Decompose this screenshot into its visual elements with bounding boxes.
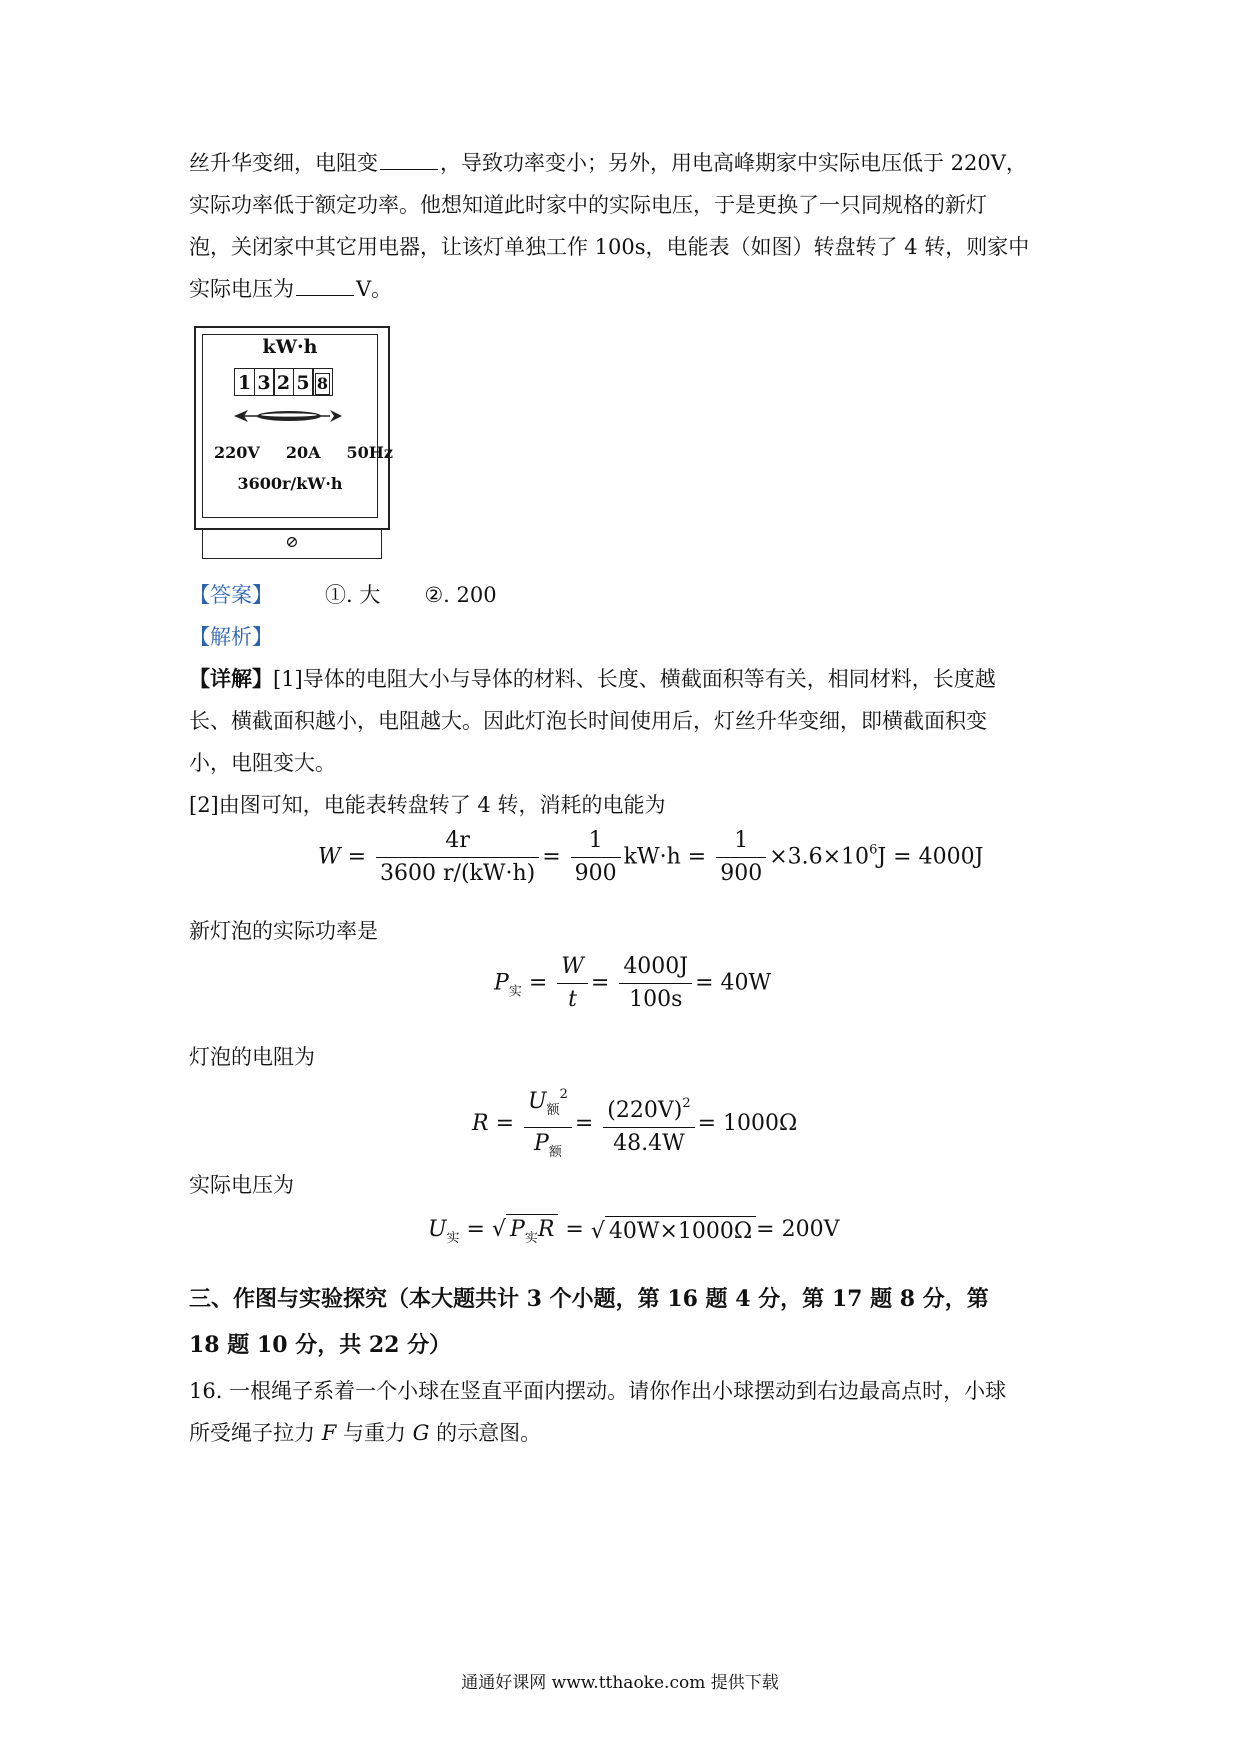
meter-digit-decimal: [312, 368, 333, 396]
fraction: [619, 954, 692, 1013]
numerator: 1: [716, 828, 766, 858]
radicand: 40W×1000Ω: [605, 1216, 756, 1244]
variable-g: G: [412, 1421, 430, 1445]
meter-digit: 1: [234, 368, 255, 396]
meter-current: 20A: [285, 443, 321, 462]
power-intro: 新灯泡的实际功率是: [189, 919, 378, 943]
numerator: W: [557, 954, 588, 984]
meter-frequency: 50Hz: [346, 443, 393, 462]
energy-meter-figure: [194, 326, 393, 562]
subscript: 额: [548, 1145, 562, 1160]
question16-line-2: [189, 1418, 541, 1448]
paragraph-line-2: 实际功率低于额定功率。他想知道此时家中的实际电压，于是更换了一只同规格的新灯: [189, 193, 987, 217]
question16-line-1: 16. 一根绳子系着一个小球在竖直平面内摆动。请你作出小球摆动到右边最高点时，小球: [189, 1379, 1007, 1403]
formula-text: (220V): [607, 1098, 683, 1123]
section-heading-line-2: 18 题 10 分，共 22 分）: [189, 1332, 452, 1358]
subscript: 实: [524, 1231, 538, 1246]
paragraph-line-3: 泡，关闭家中其它用电器，让该灯单独工作 100s，电能表（如图）转盘转了 4 转，则家中: [189, 235, 1030, 259]
numerator: 4r: [376, 828, 539, 858]
formula-symbol: U: [528, 1089, 547, 1114]
meter-digit: 5: [293, 368, 314, 396]
formula-result: = 40W: [695, 970, 772, 996]
subscript: 实: [508, 984, 522, 1000]
text-segment: 所受绳子拉力: [189, 1421, 322, 1445]
voltage-intro: 实际电压为: [189, 1173, 294, 1197]
formula-power: $P_实$ = $\frac{W}{t}$ = $\frac{4000J}{100s}$ = 40W: [494, 954, 772, 1012]
formula-result: = 1000Ω: [697, 1111, 798, 1136]
meter-unit-label: kW·h: [262, 336, 318, 358]
variable-f: F: [321, 1421, 337, 1445]
denominator: 900: [720, 861, 763, 886]
formula-result: = 200V: [756, 1217, 840, 1242]
formula-voltage: $U_实$ = √ $P_实R$ = √ 40W×1000Ω = 200V: [428, 1214, 839, 1246]
detail-label: 【详解】: [189, 666, 273, 691]
subscript: 额: [546, 1103, 560, 1118]
text-segment: ，导致功率变小；另外，用电高峰期家中实际电压低于 220V，: [440, 151, 1027, 175]
denominator: t: [568, 987, 577, 1012]
section-heading-line-1: 三、作图与实验探究（本大题共计 3 个小题，第 16 题 4 分，第 17 题 8 分，第: [189, 1286, 989, 1312]
formula-symbol: R: [537, 1217, 555, 1242]
formula-symbol: P: [494, 970, 509, 996]
meter-digit: 2: [273, 368, 294, 396]
answer-item-2: ②. 200: [424, 583, 497, 607]
text-segment: 的示意图。: [429, 1421, 542, 1445]
detail-line-3: 小，电阻变大。: [189, 751, 336, 775]
exponent: 2: [682, 1096, 691, 1111]
exponent: 2: [559, 1087, 568, 1102]
step2-line: [2]由图可知，电能表转盘转了 4 转，消耗的电能为: [189, 793, 666, 817]
denominator: 900: [574, 861, 617, 886]
meter-base: [202, 528, 382, 559]
meter-voltage: 220V: [214, 443, 260, 462]
meter-digits: [234, 368, 332, 396]
formula-symbol: R: [472, 1111, 489, 1136]
fraction: [571, 828, 621, 887]
subscript: 实: [446, 1231, 460, 1246]
formula-symbol: P: [510, 1217, 525, 1242]
text-segment: 与重力: [336, 1421, 413, 1445]
rotating-disc-icon: [234, 406, 344, 426]
text-segment: V。: [356, 277, 393, 301]
meter-specs: [214, 443, 393, 462]
formula-symbol: U: [428, 1217, 447, 1242]
meter-revolutions: 3600r/kW·h: [237, 474, 343, 493]
detail-line-1: [189, 664, 996, 694]
answer-line: [189, 580, 497, 610]
radicand: [506, 1214, 558, 1246]
formula-result: J = 4000J: [877, 844, 984, 870]
answer-blank-2: [296, 277, 354, 296]
numerator: 4000J: [619, 954, 692, 984]
numerator: [524, 1082, 572, 1128]
answer-item-1: ①. 大: [325, 583, 381, 607]
square-root: √ 40W×1000Ω: [591, 1216, 756, 1244]
meter-digit: 3: [254, 368, 275, 396]
answer-label: 【答案】: [189, 583, 273, 607]
formula-resistance: R = $\frac{U_额^2}{P_额}$ = $\frac{(220V)^2}{48.4W}$ = 1000Ω: [472, 1082, 797, 1166]
formula-symbol: W: [318, 844, 341, 870]
resistance-intro: 灯泡的电阻为: [189, 1045, 315, 1069]
formula-text: ×3.6×10: [769, 844, 870, 870]
formula-unit: kW·h: [623, 844, 681, 870]
denominator: 100s: [629, 987, 683, 1012]
paragraph-line-4: [189, 274, 392, 304]
meter-decimal-value: 8: [316, 374, 329, 393]
denominator: 3600 r/(kW·h): [380, 861, 536, 886]
fraction: [716, 828, 766, 887]
fraction: [557, 954, 588, 1013]
square-root: √ $P_实R$: [492, 1214, 558, 1246]
answer-blank-1: [380, 151, 438, 170]
fraction: [524, 1082, 572, 1166]
numerator: [603, 1091, 694, 1128]
denominator: [524, 1128, 572, 1166]
formula-symbol: P: [534, 1131, 549, 1156]
exponent: 6: [869, 842, 878, 858]
page-footer: 通通好课网 www.tthaoke.com 提供下载: [461, 1673, 779, 1693]
fraction: [376, 828, 539, 887]
fraction: [603, 1091, 694, 1157]
denominator: 48.4W: [613, 1131, 685, 1156]
text-segment: [1]导体的电阻大小与导体的材料、长度、横截面积等有关，相同材料，长度越: [273, 667, 996, 691]
text-segment: 丝升华变细，电阻变: [189, 151, 378, 175]
numerator: 1: [571, 828, 621, 858]
formula-energy: W = $\frac{4r}{3600 r/(kW\cdot h)}$ = $\frac{1}{900}$ kW·h = $\frac{1}{900}$ $\times 3.6\times 10^6J = 4000J$: [318, 828, 984, 886]
slashed-circle-icon: ⊘: [285, 532, 299, 551]
analysis-label: 【解析】: [189, 625, 273, 649]
detail-line-2: 长、横截面积越小，电阻越大。因此灯泡长时间使用后，灯丝升华变细，即横截面积变: [189, 709, 987, 733]
paragraph-line-1: [189, 148, 1027, 178]
text-segment: 实际电压为: [189, 277, 294, 301]
